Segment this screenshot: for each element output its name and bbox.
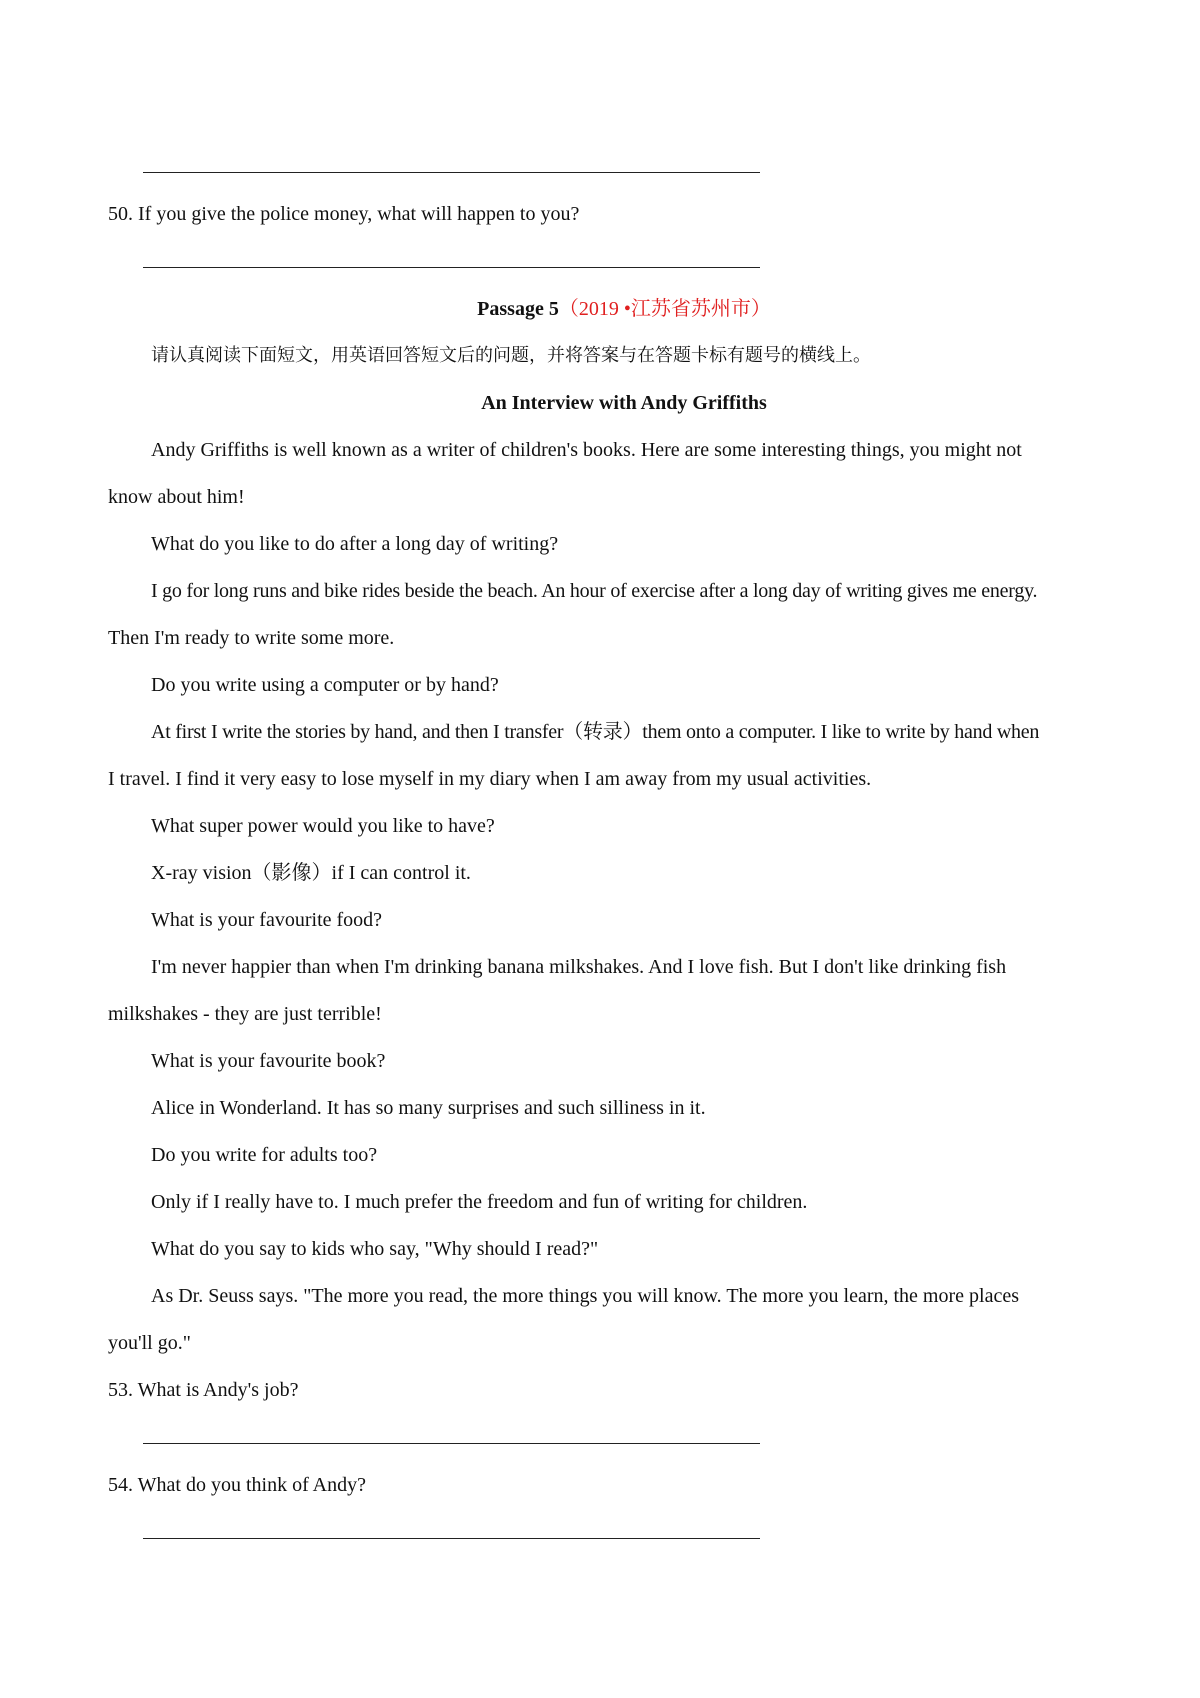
paragraph-5: Then I'm ready to write some more.: [108, 627, 395, 649]
paragraph-9: What super power would you like to have?: [151, 815, 495, 837]
paragraph-12: I'm never happier than when I'm drinking banana milkshakes. And I love fish. But I don't like drinking fish: [151, 956, 1007, 978]
answer-line-54: [143, 1538, 760, 1539]
paragraph-11: What is your favourite food?: [151, 909, 383, 931]
paragraph-2: know about him!: [108, 486, 245, 508]
question-54: 54. What do you think of Andy?: [108, 1474, 366, 1496]
paragraph-7: At first I write the stories by hand, and then I transfer（转录）them onto a computer. I like to write by hand when: [151, 721, 1040, 743]
paragraph-3: What do you like to do after a long day of writing?: [151, 533, 559, 555]
paragraph-1: Andy Griffiths is well known as a writer of children's books. Here are some interesting things, you might not: [151, 439, 1022, 461]
passage-label: Passage 5: [477, 298, 559, 320]
answer-line-53: [143, 1443, 760, 1444]
passage-title: An Interview with Andy Griffiths: [481, 392, 767, 414]
paragraph-13: milkshakes - they are just terrible!: [108, 1003, 382, 1025]
source-open: （: [558, 298, 579, 320]
paragraph-17: Only if I really have to. I much prefer the freedom and fun of writing for children.: [151, 1191, 808, 1213]
passage-source: 2019 •江苏省苏州市: [578, 298, 751, 320]
paragraph-16: Do you write for adults too?: [151, 1144, 378, 1166]
source-close: ）: [750, 298, 771, 320]
paragraph-20: you'll go.": [108, 1332, 191, 1354]
paragraph-8: I travel. I find it very easy to lose myself in my diary when I am away from my usual activities.: [108, 768, 872, 790]
instruction: 请认真阅读下面短文，用英语回答短文后的问题，并将答案与在答题卡标有题号的横线上。: [151, 345, 871, 366]
question-53: 53. What is Andy's job?: [108, 1379, 299, 1401]
paragraph-14: What is your favourite book?: [151, 1050, 386, 1072]
paragraph-6: Do you write using a computer or by hand?: [151, 674, 499, 696]
paragraph-15: Alice in Wonderland. It has so many surprises and such silliness in it.: [151, 1097, 706, 1119]
paragraph-18: What do you say to kids who say, "Why should I read?": [151, 1238, 599, 1260]
paragraph-4: I go for long runs and bike rides beside the beach. An hour of exercise after a long day of writing gives me energy.: [151, 580, 1038, 602]
answer-line-49: [143, 172, 760, 173]
passage-header: [0, 296, 1200, 322]
question-50: 50. If you give the police money, what will happen to you?: [108, 203, 580, 225]
paragraph-10: X-ray vision（影像）if I can control it.: [151, 862, 471, 884]
paragraph-19: As Dr. Seuss says. "The more you read, the more things you will know. The more you learn, the more places: [151, 1285, 1019, 1307]
answer-line-50: [143, 267, 760, 268]
